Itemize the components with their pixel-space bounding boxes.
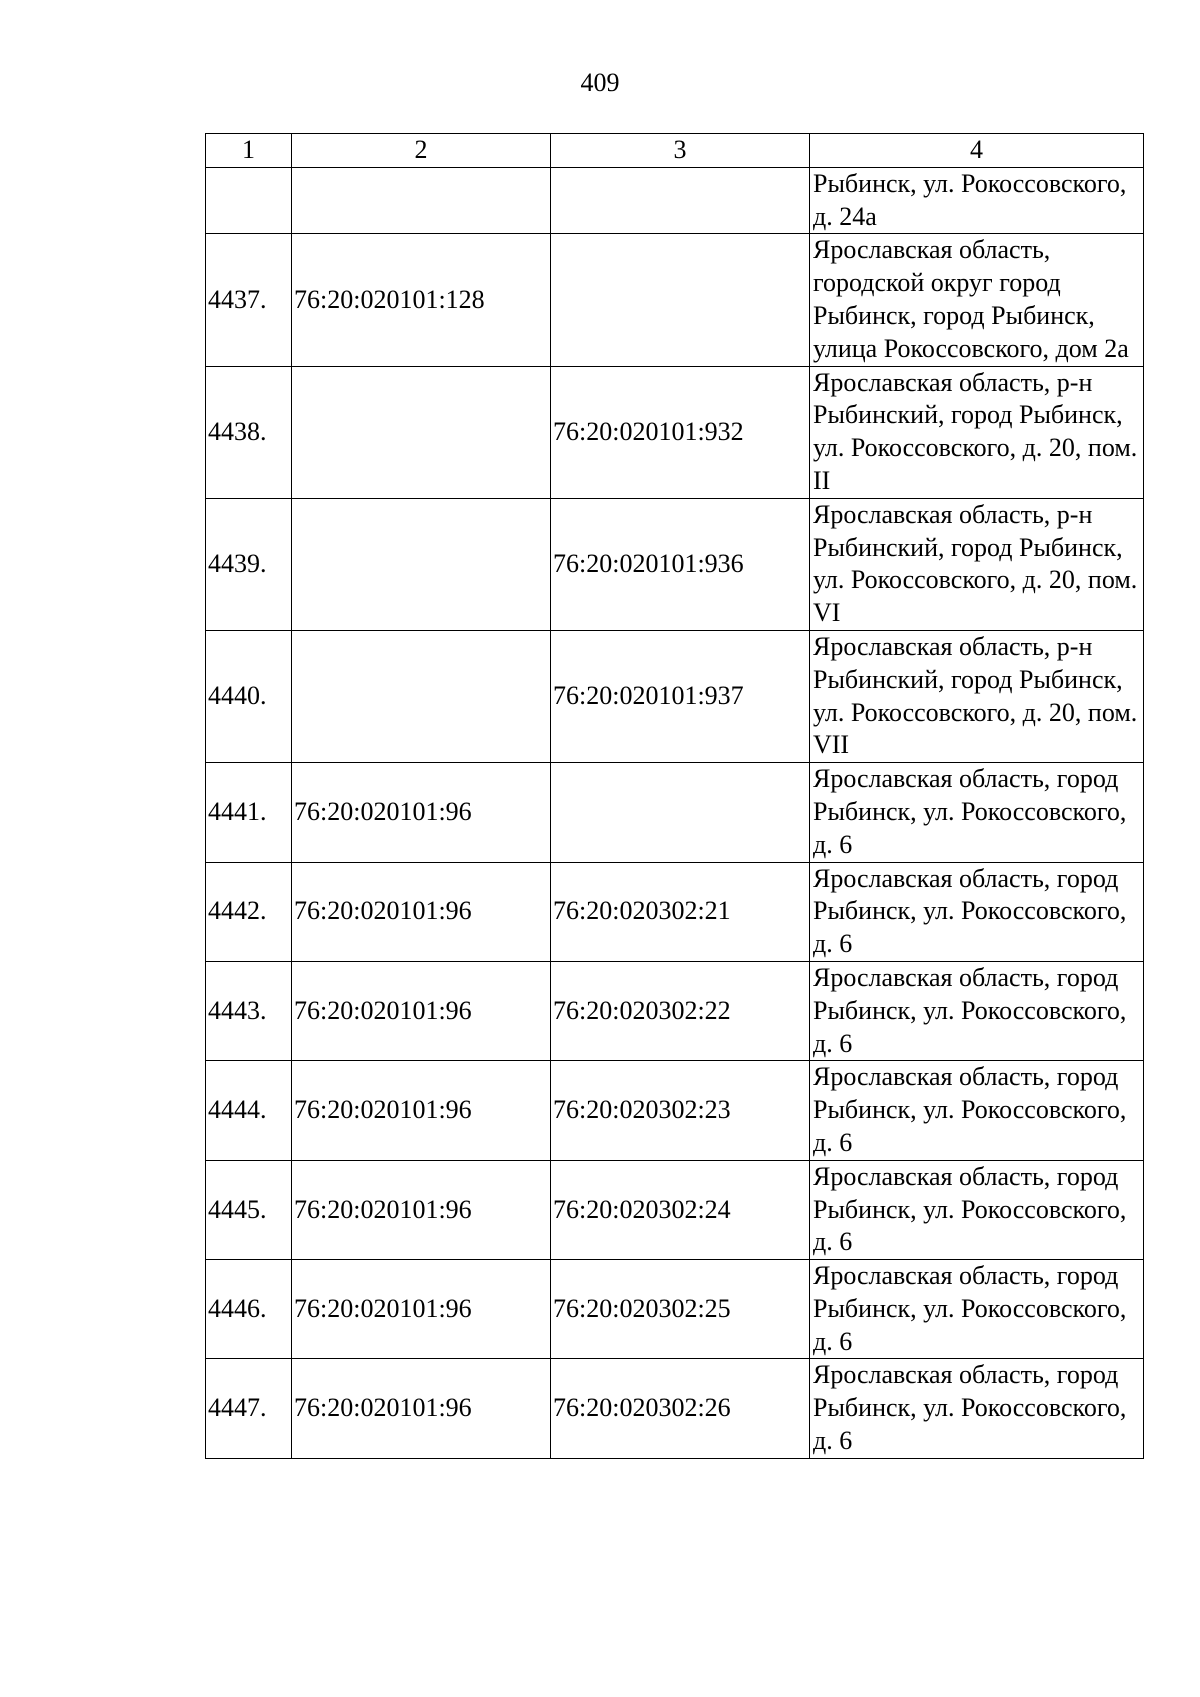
column-header-3: 3: [551, 134, 810, 168]
cadastral-parcel: [292, 630, 551, 762]
table-row: [206, 167, 1144, 234]
address: Ярославская область, город Рыбинск, ул. Рокоссовского, д. 6: [810, 1359, 1144, 1458]
cadastral-object: 76:20:020302:24: [551, 1160, 810, 1259]
cadastral-parcel: 76:20:020101:96: [292, 1359, 551, 1458]
cadastral-parcel: 76:20:020101:96: [292, 1160, 551, 1259]
address: Ярославская область, город Рыбинск, ул. Рокоссовского, д. 6: [810, 961, 1144, 1060]
table-row: [206, 862, 1144, 961]
table-row: [206, 1260, 1144, 1359]
row-number: 4440.: [206, 630, 292, 762]
address: Ярославская область, город Рыбинск, ул. Рокоссовского, д. 6: [810, 763, 1144, 862]
row-number: 4439.: [206, 498, 292, 630]
table-row: [206, 366, 1144, 498]
cadastral-table: [205, 133, 1144, 1459]
row-number: 4441.: [206, 763, 292, 862]
table-row: [206, 961, 1144, 1060]
row-number: 4443.: [206, 961, 292, 1060]
cadastral-object: 76:20:020302:21: [551, 862, 810, 961]
cadastral-parcel: 76:20:020101:128: [292, 234, 551, 366]
cadastral-object: [551, 763, 810, 862]
cadastral-object: 76:20:020101:937: [551, 630, 810, 762]
address: Рыбинск, ул. Рокоссовского, д. 24а: [810, 167, 1144, 234]
cadastral-parcel: 76:20:020101:96: [292, 1061, 551, 1160]
table-row: [206, 498, 1144, 630]
table-row: [206, 1160, 1144, 1259]
table-header-row: [206, 134, 1144, 168]
row-number: 4444.: [206, 1061, 292, 1160]
row-number: 4446.: [206, 1260, 292, 1359]
table-row: [206, 234, 1144, 366]
cadastral-parcel: 76:20:020101:96: [292, 763, 551, 862]
cadastral-parcel: [292, 366, 551, 498]
cadastral-parcel: 76:20:020101:96: [292, 961, 551, 1060]
cadastral-object: 76:20:020302:22: [551, 961, 810, 1060]
cadastral-parcel: [292, 498, 551, 630]
page-number: 409: [580, 68, 620, 97]
cadastral-object: 76:20:020302:23: [551, 1061, 810, 1160]
table-row: [206, 763, 1144, 862]
cadastral-parcel: [292, 167, 551, 234]
address: Ярославская область, город Рыбинск, ул. Рокоссовского, д. 6: [810, 862, 1144, 961]
address: Ярославская область, р-н Рыбинский, город Рыбинск, ул. Рокоссовского, д. 20, пом. VI: [810, 498, 1144, 630]
cadastral-object: 76:20:020302:26: [551, 1359, 810, 1458]
address: Ярославская область, город Рыбинск, ул. Рокоссовского, д. 6: [810, 1260, 1144, 1359]
address: Ярославская область, город Рыбинск, ул. Рокоссовского, д. 6: [810, 1160, 1144, 1259]
row-number: 4438.: [206, 366, 292, 498]
cadastral-object: 76:20:020101:936: [551, 498, 810, 630]
table-row: [206, 1359, 1144, 1458]
cadastral-parcel: 76:20:020101:96: [292, 862, 551, 961]
column-header-1: 1: [206, 134, 292, 168]
cadastral-object: 76:20:020101:932: [551, 366, 810, 498]
row-number: 4442.: [206, 862, 292, 961]
cadastral-object: [551, 234, 810, 366]
row-number: 4437.: [206, 234, 292, 366]
row-number: [206, 167, 292, 234]
row-number: 4447.: [206, 1359, 292, 1458]
cadastral-object: 76:20:020302:25: [551, 1260, 810, 1359]
column-header-4: 4: [810, 134, 1144, 168]
column-header-2: 2: [292, 134, 551, 168]
address: Ярославская область, городской округ город Рыбинск, город Рыбинск, улица Рокоссовского, дом 2а: [810, 234, 1144, 366]
row-number: 4445.: [206, 1160, 292, 1259]
cadastral-parcel: 76:20:020101:96: [292, 1260, 551, 1359]
address: Ярославская область, город Рыбинск, ул. Рокоссовского, д. 6: [810, 1061, 1144, 1160]
address: Ярославская область, р-н Рыбинский, город Рыбинск, ул. Рокоссовского, д. 20, пом. VII: [810, 630, 1144, 762]
table-row: [206, 1061, 1144, 1160]
address: Ярославская область, р-н Рыбинский, город Рыбинск, ул. Рокоссовского, д. 20, пом. II: [810, 366, 1144, 498]
cadastral-object: [551, 167, 810, 234]
table-row: [206, 630, 1144, 762]
